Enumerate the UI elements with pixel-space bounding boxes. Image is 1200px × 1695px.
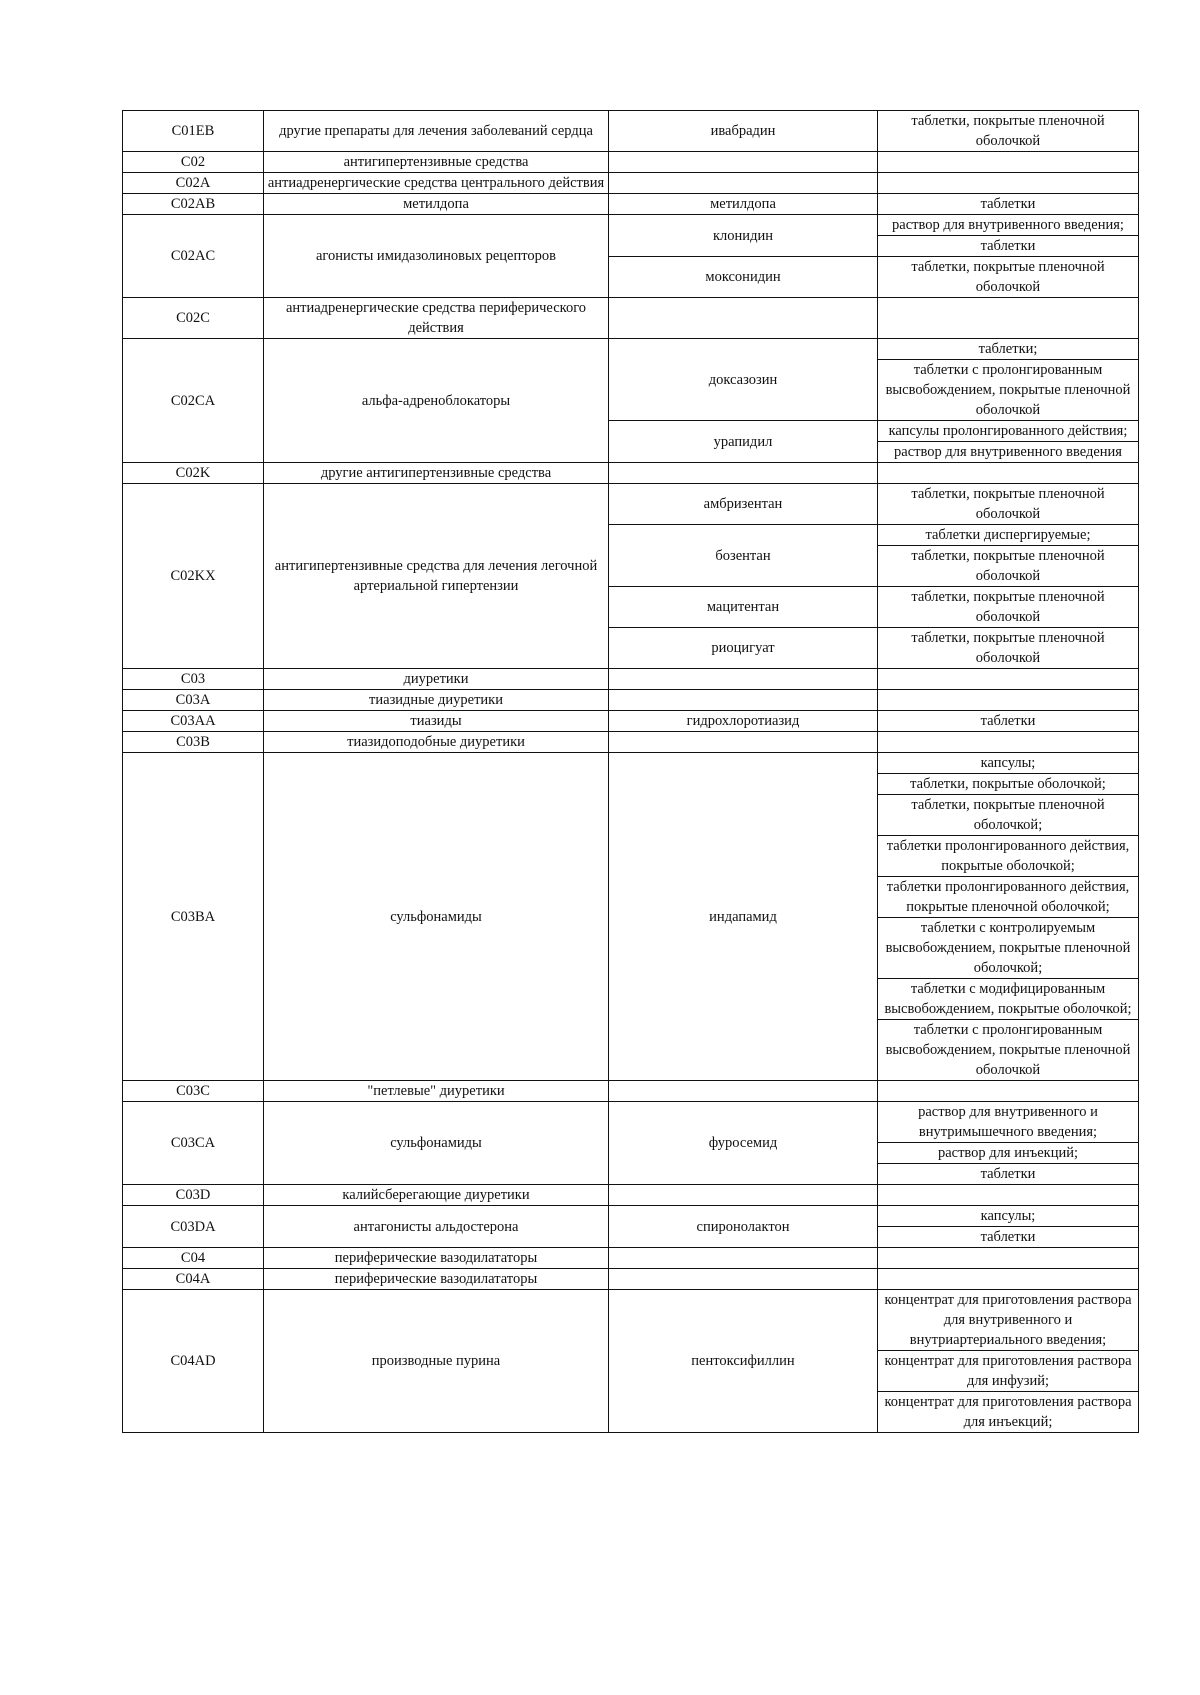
- inn-cell: спиронолактон: [609, 1206, 878, 1248]
- drug-list-table: [122, 110, 1139, 1433]
- atc-code-cell: C01EB: [123, 111, 264, 152]
- table-row: [123, 753, 1139, 774]
- dosage-form-cell: таблетки диспергируемые;: [878, 525, 1139, 546]
- atc-code-cell: C03: [123, 669, 264, 690]
- dosage-form-cell: капсулы пролонгированного действия;: [878, 421, 1139, 442]
- dosage-form-cell: таблетки пролонгированного действия, покрытые пленочной оболочкой;: [878, 877, 1139, 918]
- atc-code-cell: C03A: [123, 690, 264, 711]
- atc-group-cell: антагонисты альдостерона: [264, 1206, 609, 1248]
- atc-group-cell: другие антигипертензивные средства: [264, 463, 609, 484]
- dosage-form-cell: таблетки: [878, 1164, 1139, 1185]
- inn-cell: [609, 669, 878, 690]
- dosage-form-cell: концентрат для приготовления раствора для инфузий;: [878, 1351, 1139, 1392]
- atc-group-cell: периферические вазодилататоры: [264, 1269, 609, 1290]
- table-row: [123, 298, 1139, 339]
- atc-code-cell: C04AD: [123, 1290, 264, 1433]
- atc-code-cell: C02K: [123, 463, 264, 484]
- dosage-form-cell: [878, 690, 1139, 711]
- inn-cell: урапидил: [609, 421, 878, 463]
- table-row: [123, 1102, 1139, 1143]
- table-row: [123, 339, 1139, 360]
- atc-group-cell: сульфонамиды: [264, 753, 609, 1081]
- dosage-form-cell: таблетки: [878, 194, 1139, 215]
- table-row: [123, 690, 1139, 711]
- inn-cell: индапамид: [609, 753, 878, 1081]
- atc-group-cell: другие препараты для лечения заболеваний сердца: [264, 111, 609, 152]
- atc-code-cell: C04A: [123, 1269, 264, 1290]
- dosage-form-cell: таблетки;: [878, 339, 1139, 360]
- dosage-form-cell: [878, 1081, 1139, 1102]
- dosage-form-cell: таблетки, покрытые пленочной оболочкой: [878, 546, 1139, 587]
- atc-group-cell: антиадренергические средства периферического действия: [264, 298, 609, 339]
- inn-cell: [609, 1248, 878, 1269]
- inn-cell: [609, 690, 878, 711]
- dosage-form-cell: таблетки, покрытые пленочной оболочкой: [878, 257, 1139, 298]
- atc-code-cell: C02CA: [123, 339, 264, 463]
- atc-code-cell: C03CA: [123, 1102, 264, 1185]
- atc-code-cell: C03B: [123, 732, 264, 753]
- inn-cell: амбризентан: [609, 484, 878, 525]
- inn-cell: риоцигуат: [609, 628, 878, 669]
- dosage-form-cell: [878, 1248, 1139, 1269]
- atc-code-cell: C04: [123, 1248, 264, 1269]
- atc-code-cell: C03D: [123, 1185, 264, 1206]
- table-row: [123, 463, 1139, 484]
- atc-code-cell: C02C: [123, 298, 264, 339]
- dosage-form-cell: [878, 298, 1139, 339]
- dosage-form-cell: [878, 1185, 1139, 1206]
- atc-group-cell: антигипертензивные средства: [264, 152, 609, 173]
- inn-cell: моксонидин: [609, 257, 878, 298]
- table-row: [123, 111, 1139, 152]
- inn-cell: бозентан: [609, 525, 878, 587]
- inn-cell: [609, 152, 878, 173]
- atc-group-cell: периферические вазодилататоры: [264, 1248, 609, 1269]
- table-row: [123, 215, 1139, 236]
- table-row: [123, 152, 1139, 173]
- table-row: [123, 1248, 1139, 1269]
- atc-group-cell: агонисты имидазолиновых рецепторов: [264, 215, 609, 298]
- atc-group-cell: производные пурина: [264, 1290, 609, 1433]
- dosage-form-cell: концентрат для приготовления раствора для инъекций;: [878, 1392, 1139, 1433]
- atc-code-cell: C03BA: [123, 753, 264, 1081]
- dosage-form-cell: [878, 1269, 1139, 1290]
- dosage-form-cell: раствор для внутривенного и внутримышечного введения;: [878, 1102, 1139, 1143]
- atc-group-cell: тиазиды: [264, 711, 609, 732]
- table-row: [123, 732, 1139, 753]
- atc-code-cell: C02KX: [123, 484, 264, 669]
- table-row: [123, 194, 1139, 215]
- inn-cell: фуросемид: [609, 1102, 878, 1185]
- table-row: [123, 1081, 1139, 1102]
- dosage-form-cell: [878, 173, 1139, 194]
- table-row: [123, 1185, 1139, 1206]
- table-row: [123, 1290, 1139, 1351]
- dosage-form-cell: [878, 152, 1139, 173]
- table-row: [123, 1269, 1139, 1290]
- inn-cell: пентоксифиллин: [609, 1290, 878, 1433]
- inn-cell: [609, 463, 878, 484]
- table-row: [123, 1206, 1139, 1227]
- dosage-form-cell: таблетки с пролонгированным высвобождением, покрытые пленочной оболочкой: [878, 360, 1139, 421]
- atc-code-cell: C02AC: [123, 215, 264, 298]
- dosage-form-cell: раствор для внутривенного введения: [878, 442, 1139, 463]
- inn-cell: ивабрадин: [609, 111, 878, 152]
- dosage-form-cell: таблетки, покрытые пленочной оболочкой: [878, 111, 1139, 152]
- dosage-form-cell: [878, 463, 1139, 484]
- dosage-form-cell: таблетки: [878, 236, 1139, 257]
- atc-group-cell: калийсберегающие диуретики: [264, 1185, 609, 1206]
- dosage-form-cell: таблетки с контролируемым высвобождением, покрытые пленочной оболочкой;: [878, 918, 1139, 979]
- atc-code-cell: C03C: [123, 1081, 264, 1102]
- atc-group-cell: альфа-адреноблокаторы: [264, 339, 609, 463]
- atc-code-cell: C03DA: [123, 1206, 264, 1248]
- dosage-form-cell: концентрат для приготовления раствора для внутривенного и внутриартериального введения;: [878, 1290, 1139, 1351]
- atc-group-cell: диуретики: [264, 669, 609, 690]
- table-row: [123, 711, 1139, 732]
- atc-code-cell: C02AB: [123, 194, 264, 215]
- dosage-form-cell: [878, 732, 1139, 753]
- atc-group-cell: антиадренергические средства центрального действия: [264, 173, 609, 194]
- inn-cell: метилдопа: [609, 194, 878, 215]
- table-row: [123, 484, 1139, 525]
- dosage-form-cell: таблетки с модифицированным высвобождением, покрытые оболочкой;: [878, 979, 1139, 1020]
- inn-cell: [609, 173, 878, 194]
- atc-group-cell: "петлевые" диуретики: [264, 1081, 609, 1102]
- atc-group-cell: метилдопа: [264, 194, 609, 215]
- inn-cell: [609, 1081, 878, 1102]
- inn-cell: доксазозин: [609, 339, 878, 421]
- atc-group-cell: антигипертензивные средства для лечения легочной артериальной гипертензии: [264, 484, 609, 669]
- dosage-form-cell: капсулы;: [878, 1206, 1139, 1227]
- dosage-form-cell: раствор для внутривенного введения;: [878, 215, 1139, 236]
- dosage-form-cell: капсулы;: [878, 753, 1139, 774]
- dosage-form-cell: таблетки: [878, 1227, 1139, 1248]
- dosage-form-cell: таблетки, покрытые пленочной оболочкой: [878, 484, 1139, 525]
- atc-code-cell: C03AA: [123, 711, 264, 732]
- dosage-form-cell: таблетки пролонгированного действия, покрытые оболочкой;: [878, 836, 1139, 877]
- inn-cell: гидрохлоротиазид: [609, 711, 878, 732]
- inn-cell: мацитентан: [609, 587, 878, 628]
- inn-cell: [609, 1269, 878, 1290]
- inn-cell: клонидин: [609, 215, 878, 257]
- dosage-form-cell: таблетки, покрытые пленочной оболочкой;: [878, 795, 1139, 836]
- atc-group-cell: тиазидные диуретики: [264, 690, 609, 711]
- inn-cell: [609, 732, 878, 753]
- atc-group-cell: тиазидоподобные диуретики: [264, 732, 609, 753]
- table-row: [123, 669, 1139, 690]
- dosage-form-cell: таблетки с пролонгированным высвобождением, покрытые пленочной оболочкой: [878, 1020, 1139, 1081]
- inn-cell: [609, 298, 878, 339]
- atc-code-cell: C02: [123, 152, 264, 173]
- dosage-form-cell: таблетки, покрытые пленочной оболочкой: [878, 587, 1139, 628]
- dosage-form-cell: таблетки, покрытые пленочной оболочкой: [878, 628, 1139, 669]
- atc-group-cell: сульфонамиды: [264, 1102, 609, 1185]
- inn-cell: [609, 1185, 878, 1206]
- dosage-form-cell: раствор для инъекций;: [878, 1143, 1139, 1164]
- atc-code-cell: C02A: [123, 173, 264, 194]
- dosage-form-cell: [878, 669, 1139, 690]
- dosage-form-cell: таблетки, покрытые оболочкой;: [878, 774, 1139, 795]
- table-body: [123, 111, 1139, 1433]
- dosage-form-cell: таблетки: [878, 711, 1139, 732]
- table-row: [123, 173, 1139, 194]
